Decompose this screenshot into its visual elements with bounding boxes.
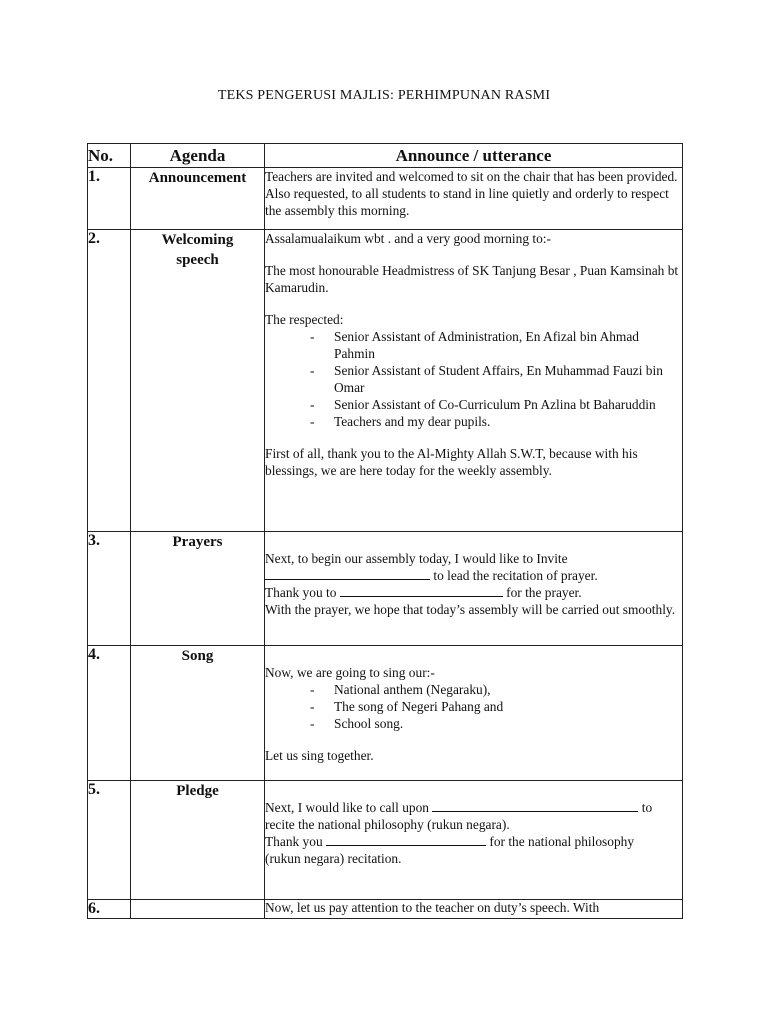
list-item: - School song.	[310, 715, 682, 732]
header-no: No.	[88, 144, 131, 168]
prayer-line-2-text: to lead the recitation of prayer.	[433, 568, 598, 583]
table-row	[88, 230, 683, 532]
pledge-line-3	[265, 833, 682, 850]
pledge-line-3-end: for the national philosophy	[489, 834, 635, 849]
agenda-table	[87, 143, 683, 919]
fill-blank	[265, 567, 430, 580]
agenda-cell: Announcement	[131, 168, 265, 230]
list-item: - Senior Assistant of Administration, En Afizal bin Ahmad Pahmin	[310, 328, 682, 362]
utterance-cell	[265, 646, 683, 781]
row-number: 1.	[88, 168, 131, 230]
pledge-line-1	[265, 799, 682, 816]
utterance-cell	[265, 900, 683, 919]
list-item: - Senior Assistant of Co-Curriculum Pn Azlina bt Baharuddin	[310, 396, 682, 413]
fill-blank	[340, 584, 503, 597]
utterance-cell	[265, 230, 683, 532]
prayer-line-3	[265, 584, 682, 601]
utterance-cell	[265, 532, 683, 646]
prayer-line-3-end: for the prayer.	[506, 585, 582, 600]
pledge-line-3-start: Thank you	[265, 834, 323, 849]
utterance-text: Teachers are invited and welcomed to sit on the chair that has been provided. Also requested, to all students to stand in line quietly and orderly to respect the assembly this morning.	[265, 169, 678, 218]
fill-blank	[432, 799, 638, 812]
pledge-line-1-start: Next, I would like to call upon	[265, 800, 430, 815]
row-number: 6.	[88, 900, 131, 919]
utterance-cell	[265, 168, 683, 230]
song-intro: Now, we are going to sing our:-	[265, 665, 435, 680]
list-item: - National anthem (Negaraku),	[310, 681, 682, 698]
header-announce: Announce / utterance	[265, 144, 683, 168]
agenda-cell: Prayers	[131, 532, 265, 646]
prayer-line-3-start: Thank you to	[265, 585, 337, 600]
prayer-line-2	[265, 567, 682, 584]
document-title: TEKS PENGERUSI MAJLIS: PERHIMPUNAN RASMI	[217, 88, 551, 103]
greeting-text: Assalamualaikum wbt . and a very good morning to:-	[265, 231, 551, 246]
prayer-line-4: With the prayer, we hope that today’s assembly will be carried out smoothly.	[265, 602, 676, 617]
pledge-line-2: recite the national philosophy (rukun negara).	[265, 817, 510, 832]
headmistress-text: The most honourable Headmistress of SK Tanjung Besar , Puan Kamsinah bt Kamarudin.	[265, 263, 679, 295]
respected-text: The respected:	[265, 312, 344, 327]
row-number: 2.	[88, 230, 131, 532]
table-row	[88, 532, 683, 646]
agenda-cell	[131, 230, 265, 532]
list-item: - Teachers and my dear pupils.	[310, 413, 682, 430]
table-row	[88, 781, 683, 900]
pledge-line-1-end: to	[641, 800, 653, 815]
list-item: - Senior Assistant of Student Affairs, En Muhammad Fauzi bin Omar	[310, 362, 682, 396]
song-list	[265, 681, 682, 732]
table-row	[88, 646, 683, 781]
utterance-text: Now, let us pay attention to the teacher on duty’s speech. With	[265, 900, 600, 915]
song-closing: Let us sing together.	[265, 748, 374, 763]
respected-list	[265, 328, 682, 430]
list-item: - The song of Negeri Pahang and	[310, 698, 682, 715]
row-number: 5.	[88, 781, 131, 900]
header-agenda: Agenda	[131, 144, 265, 168]
agenda-label: Welcoming speech	[161, 232, 234, 268]
row-number: 3.	[88, 532, 131, 646]
closing-text: First of all, thank you to the Al-Mighty Allah S.W.T, because with his blessings, we are here today for the weekly assembly.	[265, 446, 638, 478]
row-number: 4.	[88, 646, 131, 781]
table-row	[88, 168, 683, 230]
agenda-cell: Pledge	[131, 781, 265, 900]
agenda-cell	[131, 900, 265, 919]
utterance-cell	[265, 781, 683, 900]
pledge-line-4: (rukun negara) recitation.	[265, 851, 402, 866]
table-row	[88, 900, 683, 919]
table-header-row	[88, 144, 683, 168]
prayer-line-1: Next, to begin our assembly today, I would like to Invite	[265, 551, 568, 566]
fill-blank	[326, 833, 486, 846]
agenda-cell: Song	[131, 646, 265, 781]
